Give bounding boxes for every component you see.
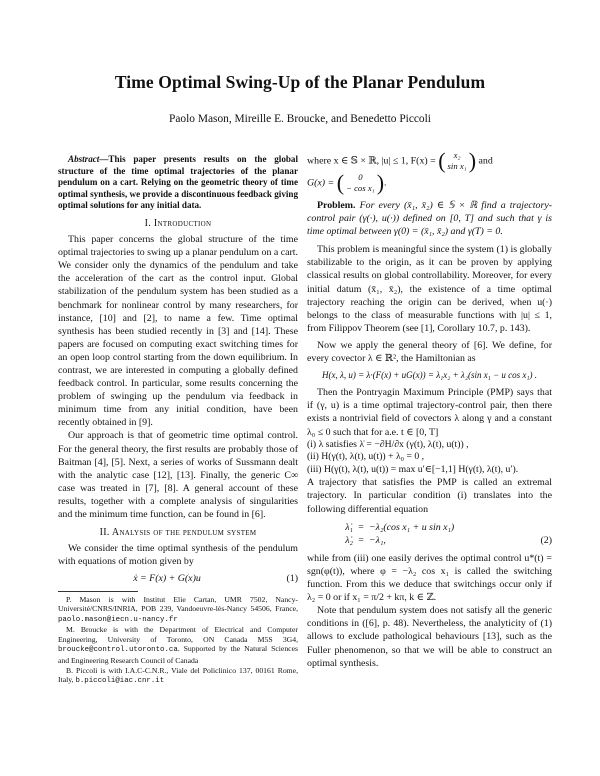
system-row2-lhs: λ̇₂ <box>345 534 353 546</box>
equation-system-2 <box>307 521 552 547</box>
system-row2-rhs: −λ₁, <box>369 534 386 546</box>
section-heading-introduction: I. Introduction <box>144 217 212 229</box>
paragraph-hamiltonian-intro: Now we apply the general theory of [6]. We define, for every covector λ ∈ ℝ², the Hamiltonian as <box>307 339 552 365</box>
pmp-conditions <box>307 439 552 477</box>
G-lhs: G(x) = <box>307 177 335 189</box>
footnote-rule <box>58 591 138 592</box>
equation-1-body: ẋ = F(x) + G(x)u <box>133 573 201 585</box>
condition-ii: (ii) H(γ(t), λ(t), u(t)) + λ₀ = 0 , <box>307 451 425 463</box>
G-bottom: − cos x₁ <box>346 183 375 193</box>
problem-text: For every (x̄₁, x̄₂) ∈ 𝕊 × ℝ find a trajectory-control pair (γ(·), u(·)) defined on [0, T] and such that γ is time optimal between γ(0) = (x̄₁, x̄₂) and γ(T) = 0. <box>307 200 552 238</box>
condition-i: (i) λ satisfies λ̇ = −∂H/∂x (γ(t), λ(t), u(t)) , <box>307 438 469 450</box>
F-vector: ( x₂ sin x₁ ) <box>438 148 477 173</box>
paragraph-meaningful: This problem is meaningful since the system (1) is globally stabilizable to the origin, as it can be proven by applying classical results on global controllability. Moreover, for every initial datum (x̄₁, x̄₂), the existence of a time optimal trajectory reaching the origin can be derived, when u(·) belongs to the class of measurable functions with |u| ≤ 1, from Filippov Theorem (see [1], Corollary 10.7, p. 143). <box>307 244 552 334</box>
where-text: where x ∈ 𝕊 × ℝ, |u| ≤ 1, F(x) = <box>307 155 436 167</box>
equation-1-number: (1) <box>286 573 298 585</box>
problem-statement <box>307 199 552 238</box>
paragraph-generic-conditions: Note that pendulum system does not satisfy all the generic conditions in ([6], p. 48). Nevertheless, the analyticity of (1) allows to exclude pathological behaviours [13], such as the Fuller phenomenon, so that we will be able to construct an optimal synthesis. <box>307 605 552 669</box>
footnote-broucke <box>58 625 298 665</box>
G-vector: ( 0 − cos x₁ ) <box>336 170 385 195</box>
intro-paragraph-1: This paper concerns the global structure of the time optimal trajectories to swing up a planar pendulum on a cart. We consider only the dynamics of the pendulum and take the acceleration of the cart as the control input. Global stabilization of the pendulum system has been studied as a benchmark for nonlinear control by many researchers, for instance, [10] and [2], to name a few. Time optimal synthesis has been studied recently in [3] and [14]. These papers are focused on computing exact switching times for an open loop control starting from the down equilibrium. In contrast, we are interested in computing a globally defined feedback control. In particular, some results concerning the problem of swinging up the pendulum via feedback in minimum time from any initial condition, have been recently obtained in [9]. <box>58 234 298 429</box>
abstract-text: —This paper presents results on the global structure of the time optimal trajectories of the planar pendulum on a cart. Relying on the geometric theory of time optimal synthesis, we provide a discontinuous feedback giving optimal solutions for any initial data. <box>58 154 298 211</box>
system-row1-eq: = <box>358 521 364 533</box>
paper-authors: Paolo Mason, Mireille E. Broucke, and Benedetto Piccoli <box>169 113 431 125</box>
footnote-broucke-support: . Supported by the Natural Sciences and Engineering Research Council of Canada <box>58 644 298 666</box>
analysis-paragraph-1: We consider the time optimal synthesis of the pendulum with equations of motion given by <box>58 543 298 568</box>
email-broucke[interactable]: broucke@control.utoronto.ca <box>58 646 178 655</box>
intro-paragraph-2: Our approach is that of geometric time optimal control. For the general theory, the first results are probably those of Baitman [4], [5]. Next, a series of works of Sussmann dealt with the analytic case [12], [13]. Finally, the generic C∞ case was treated in [7], [8]. A general account of these results, together with a complete analysis of singularities and the minimum time function, can be found in [6]. <box>58 430 298 521</box>
footnote-piccoli-text: B. Piccoli is with I.A.C-C.N.R., Viale del Policlinico 137, 00161 Rome, Italy, <box>58 665 298 685</box>
where-and: and <box>478 155 493 167</box>
F-top: x₂ <box>453 150 461 160</box>
equation-2-number: (2) <box>540 534 552 546</box>
problem-label: Problem. <box>317 200 356 211</box>
email-mason[interactable]: paolo.mason@iecn.u-nancy.fr <box>58 615 178 624</box>
system-row1-rhs: −λ₂(cos x₁ + u sin x₁) <box>369 521 455 533</box>
system-row2-eq: = <box>358 534 364 546</box>
right-column <box>307 150 552 670</box>
footnote-mason-text: P. Mason is with Institut Elie Cartan, UMR 7502, Nancy-Université/CNRS/INRIA, POB 239, Vandoeuvre-lès-Nancy 54506, France, <box>58 594 298 614</box>
email-piccoli[interactable]: b.piccoli@iac.cnr.it <box>75 677 165 686</box>
section-heading-analysis: II. Analysis of the pendulum system <box>99 527 257 539</box>
footnote-broucke-text: M. Broucke is with the Department of Electrical and Computer Engineering, University of Toronto, ON Canada M5S 3G4, <box>58 625 298 644</box>
where-clause: where x ∈ 𝕊 × ℝ, |u| ≤ 1, F(x) = ( x₂ sin x₁ ) and G(x) = ( 0 − cos x₁ ) . <box>307 148 493 195</box>
footnote-mason <box>58 595 298 626</box>
paragraph-pmp: Then the Pontryagin Maximum Principle (PMP) says that if (γ, u) is a time optimal trajectory-control pair, then there exists a nontrivial field of covectors λ along γ and a constant λ₀ ≤ 0 such that for a.e. t ∈ [0, T] <box>307 387 552 438</box>
left-column <box>58 154 298 687</box>
F-bottom: sin x₁ <box>447 161 467 171</box>
equation-1 <box>58 572 298 585</box>
condition-iii: (iii) H(γ(t), λ(t), u(t)) = max u′∈[−1,1] H(γ(t), λ(t), u′). <box>307 463 519 475</box>
paper-title: Time Optimal Swing-Up of the Planar Pendulum <box>114 72 486 92</box>
G-top: 0 <box>358 172 363 182</box>
paragraph-extremal: A trajectory that satisfies the PMP is called an extremal trajectory. In particular condition (i) translates into the following differential equation <box>307 477 552 515</box>
footnote-piccoli <box>58 666 298 687</box>
paragraph-switching: while from (iii) one easily derives the optimal control u*(t) = sgn(φ(t)), where φ = −λ₂ cos x₁ is called the switching function. From this we deduce that switchings occur only if λ₂ = 0 or if x₁ = π/2 + kπ, k ∈ ℤ. <box>307 552 552 604</box>
hamiltonian-equation: H(x, λ, u) = λ·(F(x) + uG(x)) = λ₁x₂ + λ₂(sin x₁ − u cos x₁) . <box>321 370 538 381</box>
system-row1-lhs: λ̇₁ <box>345 521 353 533</box>
abstract <box>58 154 298 212</box>
abstract-label: Abstract <box>68 154 100 164</box>
